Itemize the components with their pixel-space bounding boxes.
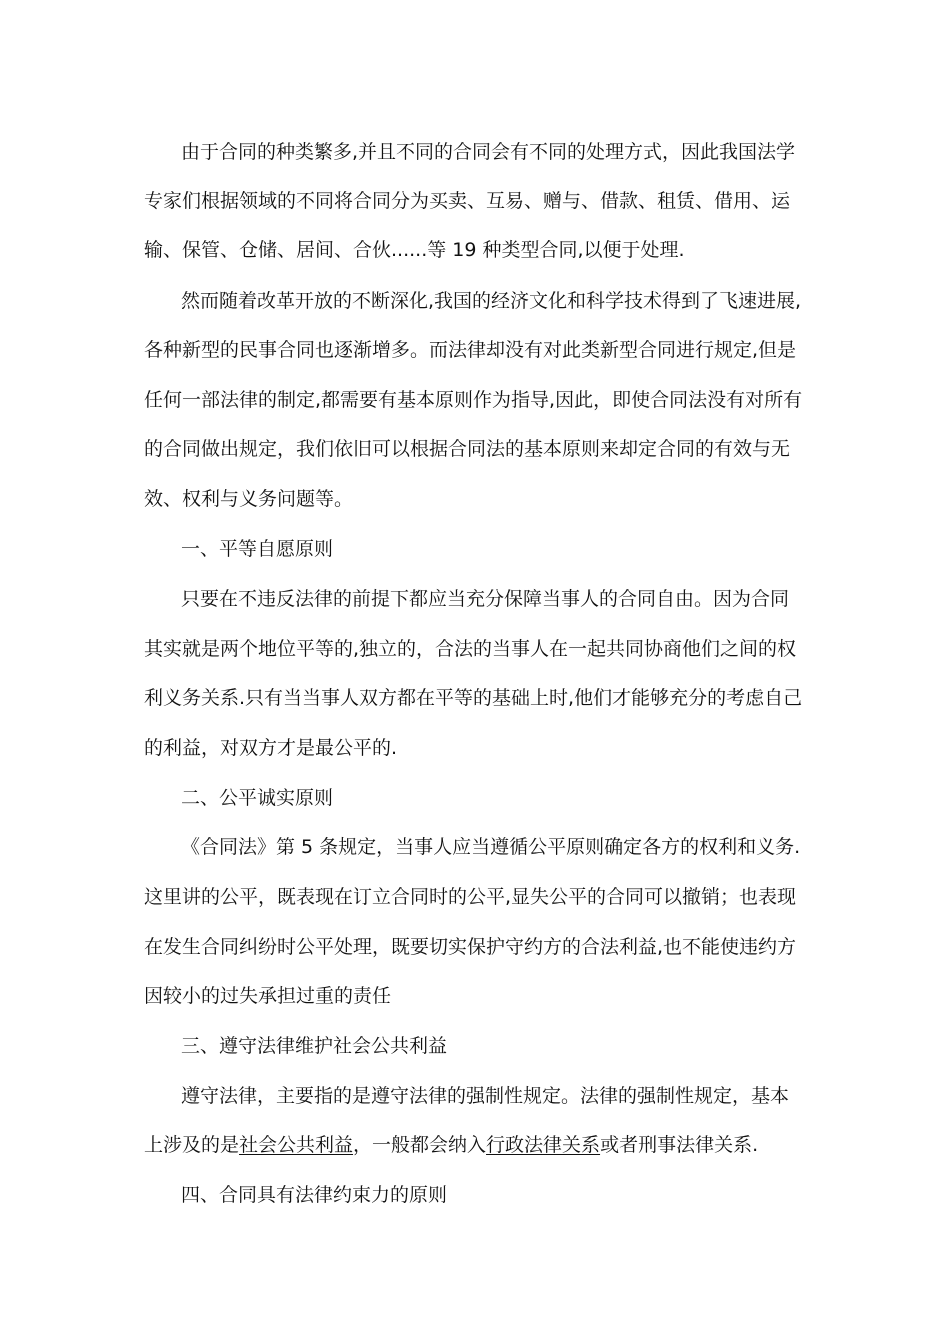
text-line: 的合同做出规定，我们依旧可以根据合同法的基本原则来却定合同的有效与无: [144, 438, 791, 460]
link-social-public-interest[interactable]: 社会公共利益: [239, 1134, 354, 1156]
text-line: 遵守法律，主要指的是遵守法律的强制性规定。法律的强制性规定，基本: [181, 1085, 790, 1107]
text-line: 输、保管、仓储、居间、合伙......等 19 种类型合同,以便于处理.: [144, 239, 685, 261]
text-line: 由于合同的种类繁多,并且不同的合同会有不同的处理方式，因此我国法学: [181, 141, 796, 163]
text-line: 专家们根据领域的不同将合同分为买卖、互易、赠与、借款、租赁、借用、运: [144, 190, 791, 212]
text-line: 然而随着改革开放的不断深化,我国的经济文化和科学技术得到了飞速进展,: [181, 290, 802, 312]
text-line: 效、权利与义务问题等。: [144, 488, 354, 510]
section-heading: 二、公平诚实原则: [181, 787, 334, 809]
text-line: 其实就是两个地位平等的,独立的，合法的当事人在一起共同协商他们之间的权: [144, 638, 797, 660]
text-line: [144, 1133, 758, 1157]
text-segment: ，一般都会纳入: [353, 1134, 487, 1156]
text-line: 因较小的过失承担过重的责任: [144, 985, 392, 1007]
section-heading: 一、平等自愿原则: [181, 538, 334, 560]
section-heading: 四、合同具有法律约束力的原则: [181, 1184, 448, 1206]
text-line: 只要在不违反法律的前提下都应当充分保障当事人的合同自由。因为合同: [181, 588, 790, 610]
text-line: 这里讲的公平，既表现在订立合同时的公平,显失公平的合同可以撤销；也表现: [144, 886, 797, 908]
text-line: 任何一部法律的制定,都需要有基本原则作为指导,因此，即使合同法没有对所有: [144, 389, 803, 411]
text-segment: 上涉及的是: [144, 1134, 240, 1156]
section-heading: 三、遵守法律维护社会公共利益: [181, 1035, 448, 1057]
text-line: 利义务关系.只有当当事人双方都在平等的基础上时,他们才能够充分的考虑自己: [144, 687, 803, 709]
link-administrative-law-relation[interactable]: 行政法律关系: [486, 1134, 601, 1156]
text-line: 在发生合同纠纷时公平处理，既要切实保护守约方的合法利益,也不能使违约方: [144, 936, 797, 958]
text-line: 《合同法》第 5 条规定，当事人应当遵循公平原则确定各方的权利和义务.: [181, 836, 801, 858]
text-line: 各种新型的民事合同也逐渐增多。而法律却没有对此类新型合同进行规定,但是: [144, 339, 797, 361]
text-segment: 或者刑事法律关系.: [600, 1134, 759, 1156]
text-line: 的利益，对双方才是最公平的.: [144, 737, 398, 759]
